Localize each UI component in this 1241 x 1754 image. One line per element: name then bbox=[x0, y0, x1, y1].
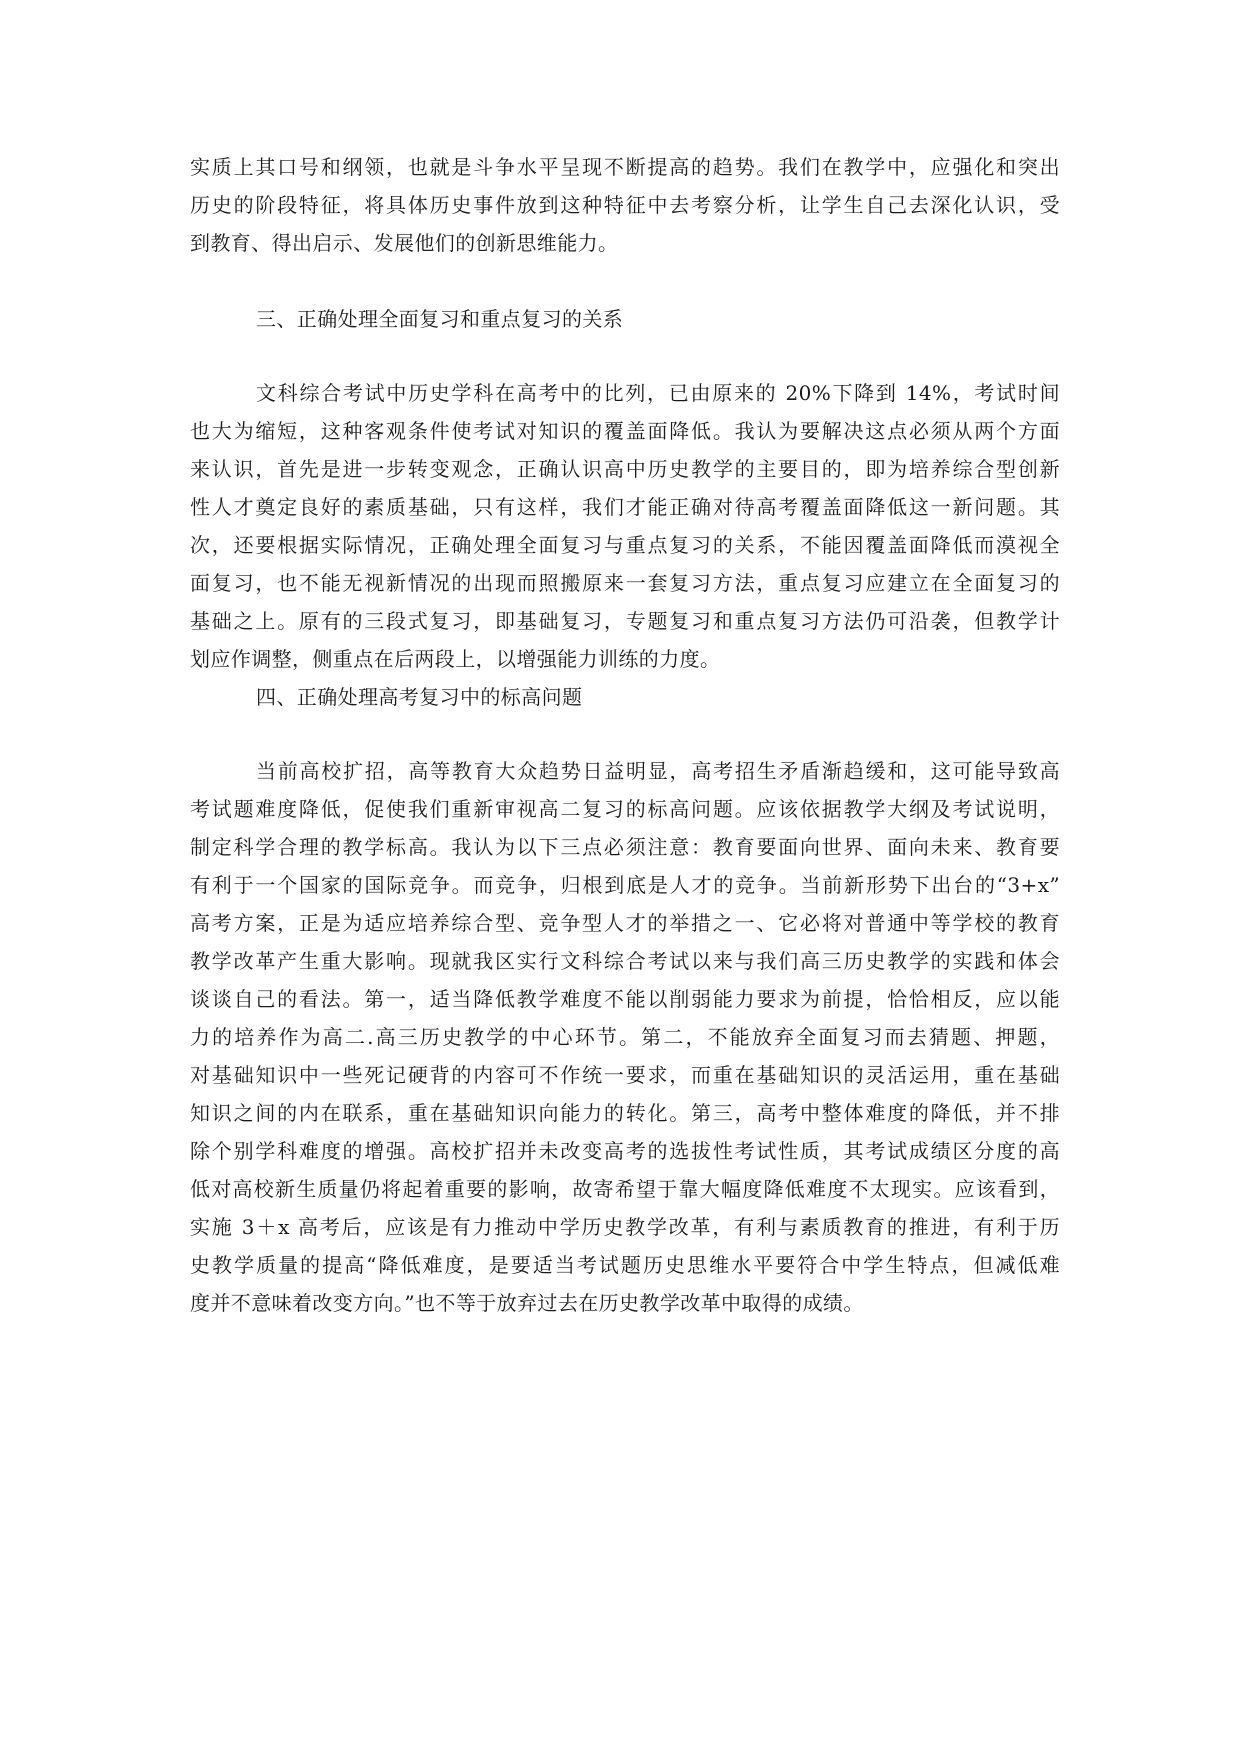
text-line: 谈谈自己的看法。第一，适当降低教学难度不能以削弱能力要求为前提，恰恰相反，应以能 bbox=[190, 987, 1060, 1011]
text-line: 高考方案，正是为适应培养综合型、竞争型人才的举措之一、它必将对普通中等学校的教育 bbox=[190, 911, 1060, 935]
section-heading-3: 三、正确处理全面复习和重点复习的关系 bbox=[256, 307, 624, 331]
text-line: 基础之上。原有的三段式复习，即基础复习，专题复习和重点复习方法仍可沿袭，但教学计 bbox=[190, 609, 1060, 633]
text-line: 性人才奠定良好的素质基础，只有这样，我们才能正确对待高考覆盖面降低这一新问题。其 bbox=[190, 495, 1060, 519]
text-line: 考试题难度降低，促使我们重新审视高二复习的标高问题。应该依据教学大纲及考试说明， bbox=[190, 797, 1060, 821]
text-line: 制定科学合理的教学标高。我认为以下三点必须注意：教育要面向世界、面向未来、教育要 bbox=[190, 835, 1060, 859]
text-line: 低对高校新生质量仍将起着重要的影响，故寄希望于靠大幅度降低难度不太现实。应该看到， bbox=[190, 1177, 1060, 1201]
spacer bbox=[190, 716, 1060, 752]
text-line: 到教育、得出启示、发展他们的创新思维能力。 bbox=[190, 231, 619, 255]
text-line: 史教学质量的提高“降低难度，是要适当考试题历史思维水平要符合中学生特点，但减低难 bbox=[190, 1253, 1060, 1277]
spacer bbox=[190, 262, 1060, 300]
text-line: 除个别学科难度的增强。高校扩招并未改变高考的选拔性考试性质，其考试成绩区分度的高 bbox=[190, 1139, 1060, 1163]
text-line: 有利于一个国家的国际竞争。而竞争，归根到底是人才的竞争。当前新形势下出台的“3+x” bbox=[190, 873, 1060, 897]
text-line: 来认识，首先是进一步转变观念，正确认识高中历史教学的主要目的，即为培养综合型创新 bbox=[190, 457, 1060, 481]
text-line: 实质上其口号和纲领，也就是斗争水平呈现不断提高的趋势。我们在教学中，应强化和突出 bbox=[190, 155, 1060, 179]
text-line: 知识之间的内在联系，重在基础知识向能力的转化。第三，高考中整体难度的降低，并不排 bbox=[190, 1101, 1060, 1125]
text-line: 实施 3＋x 高考后，应该是有力推动中学历史教学改革，有利与素质教育的推进，有利于历 bbox=[190, 1215, 1060, 1239]
text-line: 对基础知识中一些死记硬背的内容可不作统一要求，而重在基础知识的灵活运用，重在基础 bbox=[190, 1063, 1060, 1087]
document-body bbox=[190, 148, 1060, 1322]
section-heading-4: 四、正确处理高考复习中的标高问题 bbox=[256, 685, 583, 709]
text-line: 面复习，也不能无视新情况的出现而照搬原来一套复习方法，重点复习应建立在全面复习的 bbox=[190, 571, 1060, 595]
text-line: 当前高校扩招，高等教育大众趋势日益明显，高考招生矛盾渐趋缓和，这可能导致高 bbox=[256, 759, 1060, 783]
text-line: 次，还要根据实际情况，正确处理全面复习与重点复习的关系，不能因覆盖面降低而漠视全 bbox=[190, 533, 1060, 557]
text-line: 历史的阶段特征，将具体历史事件放到这种特征中去考察分析，让学生自己去深化认识，受 bbox=[190, 193, 1060, 217]
text-line: 也大为缩短，这种客观条件使考试对知识的覆盖面降低。我认为要解决这点必须从两个方面 bbox=[190, 419, 1060, 443]
text-line: 教学改革产生重大影响。现就我区实行文科综合考试以来与我们高三历史教学的实践和体会 bbox=[190, 949, 1060, 973]
text-line: 度并不意味着改变方向。”也不等于放弃过去在历史教学改革中取得的成绩。 bbox=[190, 1291, 864, 1315]
text-line: 文科综合考试中历史学科在高考中的比列，已由原来的 20%下降到 14%，考试时间 bbox=[256, 381, 1060, 405]
paragraph-continuation bbox=[190, 148, 1060, 262]
text-line: 力的培养作为高二.高三历史教学的中心环节。第二，不能放弃全面复习而去猜题、押题， bbox=[190, 1025, 1060, 1049]
text-line: 划应作调整，侧重点在后两段上，以增强能力训练的力度。 bbox=[190, 647, 721, 671]
paragraph-review-relationship bbox=[190, 374, 1060, 678]
spacer bbox=[190, 338, 1060, 374]
paragraph-standard-level bbox=[190, 752, 1060, 1322]
